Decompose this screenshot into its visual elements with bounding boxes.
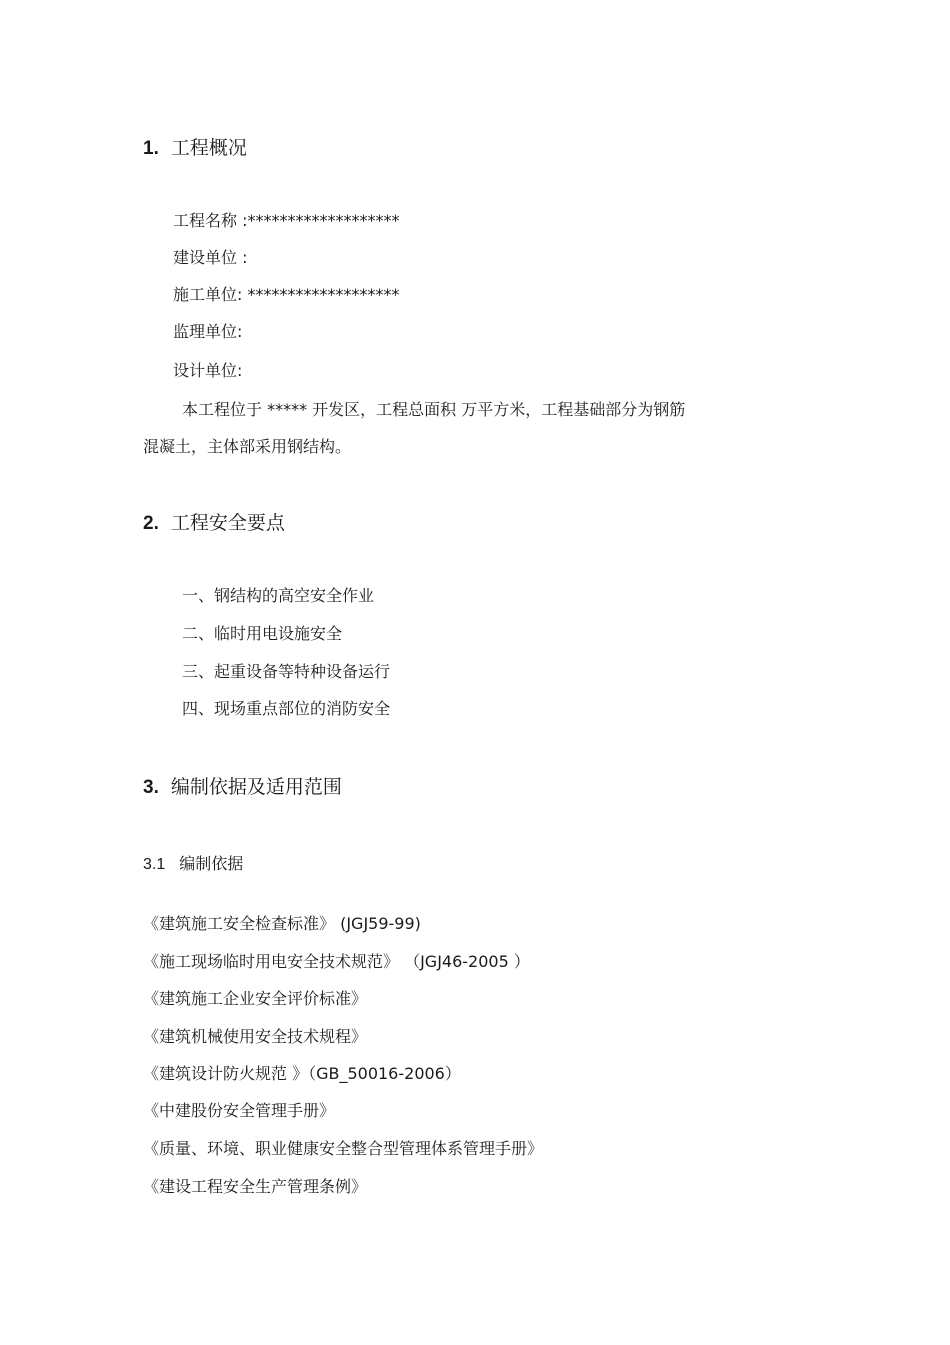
reference-item: 《质量、环境、职业健康安全整合型管理体系管理手册》 — [143, 1139, 544, 1158]
project-description-line-1: 本工程位于 ***** 开发区，工程总面积 万平方米，工程基础部分为钢筋 — [182, 400, 686, 419]
reference-item: 《建筑施工安全检查标准》 (JGJ59-99) — [143, 914, 421, 933]
reference-item: 《中建股份安全管理手册》 — [143, 1101, 336, 1120]
field-supervisor: 监理单位: — [173, 322, 243, 341]
field-contractor: 施工单位: ******************* — [173, 285, 400, 304]
field-designer: 设计单位: — [173, 361, 243, 380]
field-project-name: 工程名称 :******************* — [173, 211, 400, 230]
section-1-heading — [143, 139, 247, 158]
section-3-title: 编制依据及适用范围 — [170, 776, 342, 798]
section-3-number: 3. — [143, 777, 159, 798]
subsection-3-1-title: 编制依据 — [179, 854, 244, 873]
reference-item: 《建筑设计防火规范 》（GB_50016-2006） — [143, 1064, 461, 1083]
section-2-heading — [143, 514, 285, 533]
subsection-3-1-number: 3.1 — [143, 856, 166, 873]
safety-point-item: 二、临时用电设施安全 — [182, 624, 343, 643]
section-3-heading — [143, 778, 342, 797]
section-2-number: 2. — [143, 513, 159, 534]
subsection-3-1-heading — [143, 856, 243, 873]
project-description-line-2: 混凝土，主体部采用钢结构。 — [143, 437, 352, 456]
field-construction-owner: 建设单位 : — [173, 248, 248, 267]
reference-item: 《建筑施工企业安全评价标准》 — [143, 989, 368, 1008]
reference-item: 《施工现场临时用电安全技术规范》 （JGJ46-2005 ） — [143, 952, 530, 971]
safety-point-item: 四、现场重点部位的消防安全 — [182, 699, 391, 718]
section-2-title: 工程安全要点 — [170, 512, 285, 534]
safety-point-item: 一、钢结构的高空安全作业 — [182, 586, 375, 605]
reference-item: 《建筑机械使用安全技术规程》 — [143, 1027, 368, 1046]
reference-item: 《建设工程安全生产管理条例》 — [143, 1177, 368, 1196]
section-1-title: 工程概况 — [170, 137, 247, 159]
section-1-number: 1. — [143, 138, 159, 159]
safety-point-item: 三、起重设备等特种设备运行 — [182, 662, 391, 681]
